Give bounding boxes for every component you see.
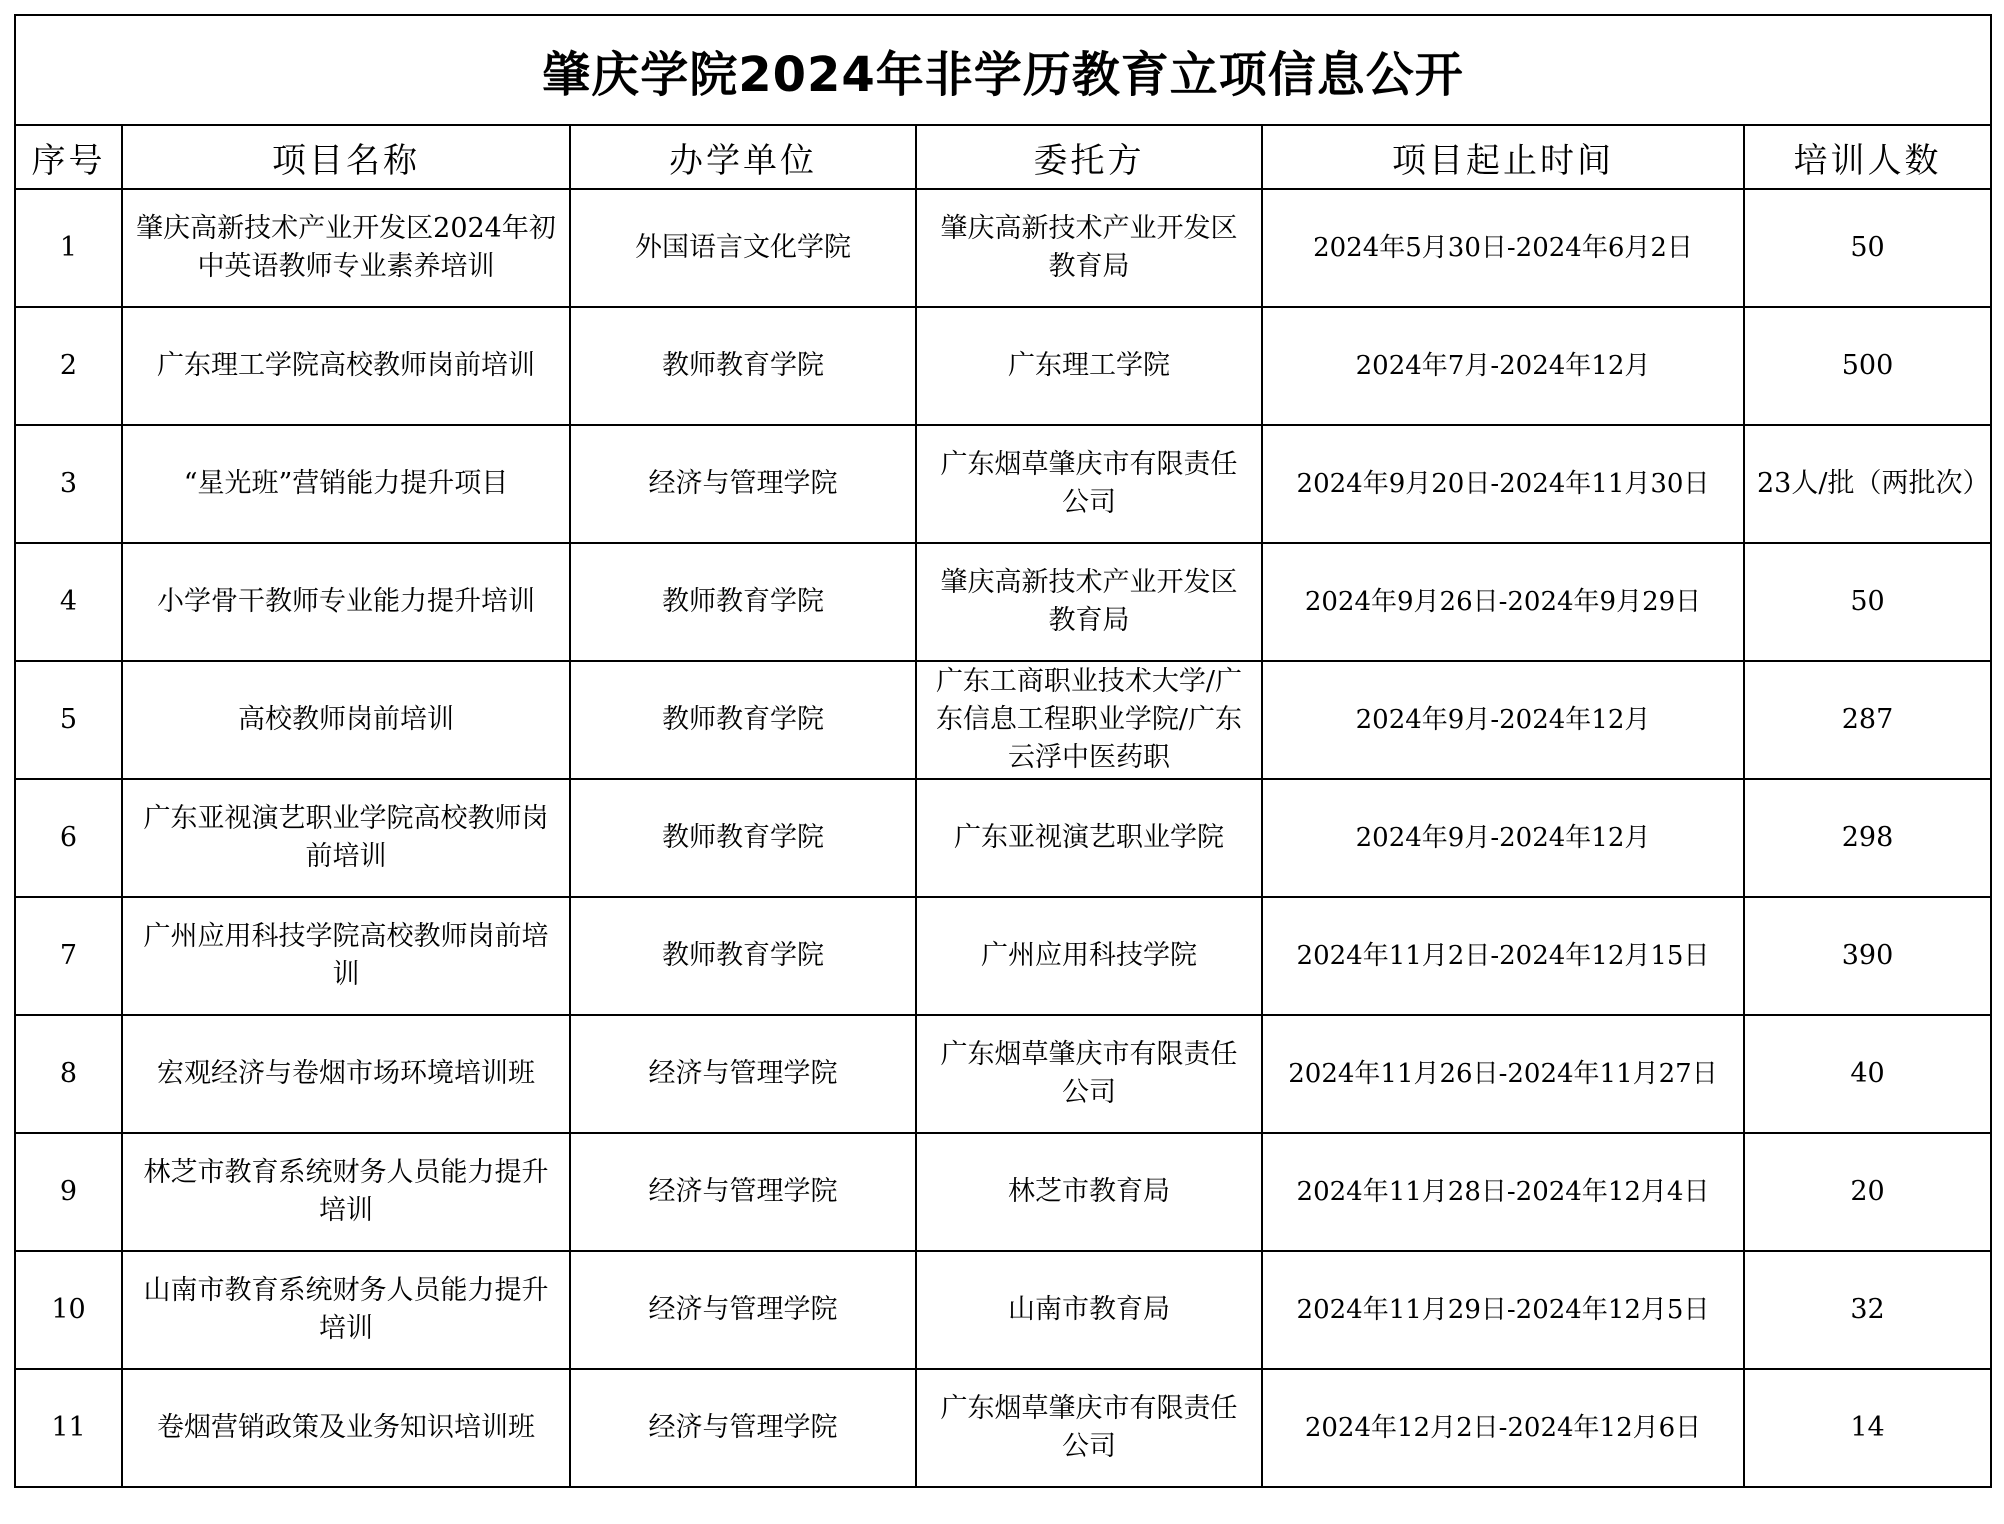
project-name-cell: 广州应用科技学院高校教师岗前培训: [122, 897, 570, 1015]
client-cell: 广东理工学院: [916, 307, 1262, 425]
organizer-cell: 教师教育学院: [570, 779, 916, 897]
table-row: [15, 897, 1991, 1015]
trainee-count-cell: 298: [1744, 779, 1991, 897]
client-cell: 广东亚视演艺职业学院: [916, 779, 1262, 897]
period-cell: 2024年5月30日-2024年6月2日: [1262, 189, 1744, 307]
client-cell: 广东烟草肇庆市有限责任公司: [916, 425, 1262, 543]
period-cell: 2024年12月2日-2024年12月6日: [1262, 1369, 1744, 1487]
table-row: [15, 1251, 1991, 1369]
organizer-cell: 经济与管理学院: [570, 1369, 916, 1487]
client-cell: 林芝市教育局: [916, 1133, 1262, 1251]
client-cell: 广东烟草肇庆市有限责任公司: [916, 1369, 1262, 1487]
organizer-cell: 教师教育学院: [570, 661, 916, 779]
project-name-cell: 林芝市教育系统财务人员能力提升培训: [122, 1133, 570, 1251]
header-cell-name: 项目名称: [122, 125, 570, 189]
organizer-cell: 教师教育学院: [570, 543, 916, 661]
project-table: [14, 14, 1992, 1488]
project-name-cell: 山南市教育系统财务人员能力提升培训: [122, 1251, 570, 1369]
row-number-cell: 3: [15, 425, 122, 543]
period-cell: 2024年11月28日-2024年12月4日: [1262, 1133, 1744, 1251]
organizer-cell: 教师教育学院: [570, 307, 916, 425]
row-number-cell: 10: [15, 1251, 122, 1369]
project-name-cell: 高校教师岗前培训: [122, 661, 570, 779]
client-cell: 广州应用科技学院: [916, 897, 1262, 1015]
project-name-cell: 广东亚视演艺职业学院高校教师岗前培训: [122, 779, 570, 897]
trainee-count-cell: 287: [1744, 661, 1991, 779]
project-name-cell: “星光班”营销能力提升项目: [122, 425, 570, 543]
trainee-count-cell: 40: [1744, 1015, 1991, 1133]
trainee-count-cell: 20: [1744, 1133, 1991, 1251]
period-cell: 2024年7月-2024年12月: [1262, 307, 1744, 425]
trainee-count-cell: 14: [1744, 1369, 1991, 1487]
trainee-count-cell: 50: [1744, 189, 1991, 307]
organizer-cell: 经济与管理学院: [570, 1133, 916, 1251]
row-number-cell: 7: [15, 897, 122, 1015]
client-cell: 广东烟草肇庆市有限责任公司: [916, 1015, 1262, 1133]
organizer-cell: 教师教育学院: [570, 897, 916, 1015]
client-cell: 肇庆高新技术产业开发区教育局: [916, 189, 1262, 307]
row-number-cell: 2: [15, 307, 122, 425]
organizer-cell: 经济与管理学院: [570, 1251, 916, 1369]
trainee-count-cell: 500: [1744, 307, 1991, 425]
row-number-cell: 11: [15, 1369, 122, 1487]
header-cell-period: 项目起止时间: [1262, 125, 1744, 189]
trainee-count-cell: 23人/批（两批次）: [1744, 425, 1991, 543]
project-name-cell: 小学骨干教师专业能力提升培训: [122, 543, 570, 661]
period-cell: 2024年9月20日-2024年11月30日: [1262, 425, 1744, 543]
table-row: [15, 307, 1991, 425]
table-row: [15, 1369, 1991, 1487]
client-cell: 肇庆高新技术产业开发区教育局: [916, 543, 1262, 661]
period-cell: 2024年11月29日-2024年12月5日: [1262, 1251, 1744, 1369]
row-number-cell: 9: [15, 1133, 122, 1251]
header-cell-no: 序号: [15, 125, 122, 189]
table-row: [15, 779, 1991, 897]
project-name-cell: 肇庆高新技术产业开发区2024年初中英语教师专业素养培训: [122, 189, 570, 307]
project-name-cell: 宏观经济与卷烟市场环境培训班: [122, 1015, 570, 1133]
title-row: [15, 15, 1991, 125]
table-row: [15, 1015, 1991, 1133]
row-number-cell: 1: [15, 189, 122, 307]
table-row: [15, 661, 1991, 779]
row-number-cell: 6: [15, 779, 122, 897]
header-cell-unit: 办学单位: [570, 125, 916, 189]
trainee-count-cell: 50: [1744, 543, 1991, 661]
table-row: [15, 189, 1991, 307]
table-row: [15, 1133, 1991, 1251]
period-cell: 2024年9月-2024年12月: [1262, 779, 1744, 897]
header-cell-count: 培训人数: [1744, 125, 1991, 189]
row-number-cell: 5: [15, 661, 122, 779]
header-row: [15, 125, 1991, 189]
project-disclosure-sheet: [14, 14, 1992, 1488]
trainee-count-cell: 32: [1744, 1251, 1991, 1369]
row-number-cell: 8: [15, 1015, 122, 1133]
period-cell: 2024年11月26日-2024年11月27日: [1262, 1015, 1744, 1133]
organizer-cell: 经济与管理学院: [570, 425, 916, 543]
client-cell: 山南市教育局: [916, 1251, 1262, 1369]
period-cell: 2024年9月26日-2024年9月29日: [1262, 543, 1744, 661]
period-cell: 2024年11月2日-2024年12月15日: [1262, 897, 1744, 1015]
header-cell-client: 委托方: [916, 125, 1262, 189]
client-cell: 广东工商职业技术大学/广东信息工程职业学院/广东云浮中医药职: [916, 661, 1262, 779]
row-number-cell: 4: [15, 543, 122, 661]
period-cell: 2024年9月-2024年12月: [1262, 661, 1744, 779]
table-row: [15, 425, 1991, 543]
project-name-cell: 卷烟营销政策及业务知识培训班: [122, 1369, 570, 1487]
trainee-count-cell: 390: [1744, 897, 1991, 1015]
organizer-cell: 外国语言文化学院: [570, 189, 916, 307]
table-row: [15, 543, 1991, 661]
project-name-cell: 广东理工学院高校教师岗前培训: [122, 307, 570, 425]
organizer-cell: 经济与管理学院: [570, 1015, 916, 1133]
page-title: 肇庆学院2024年非学历教育立项信息公开: [15, 15, 1991, 125]
